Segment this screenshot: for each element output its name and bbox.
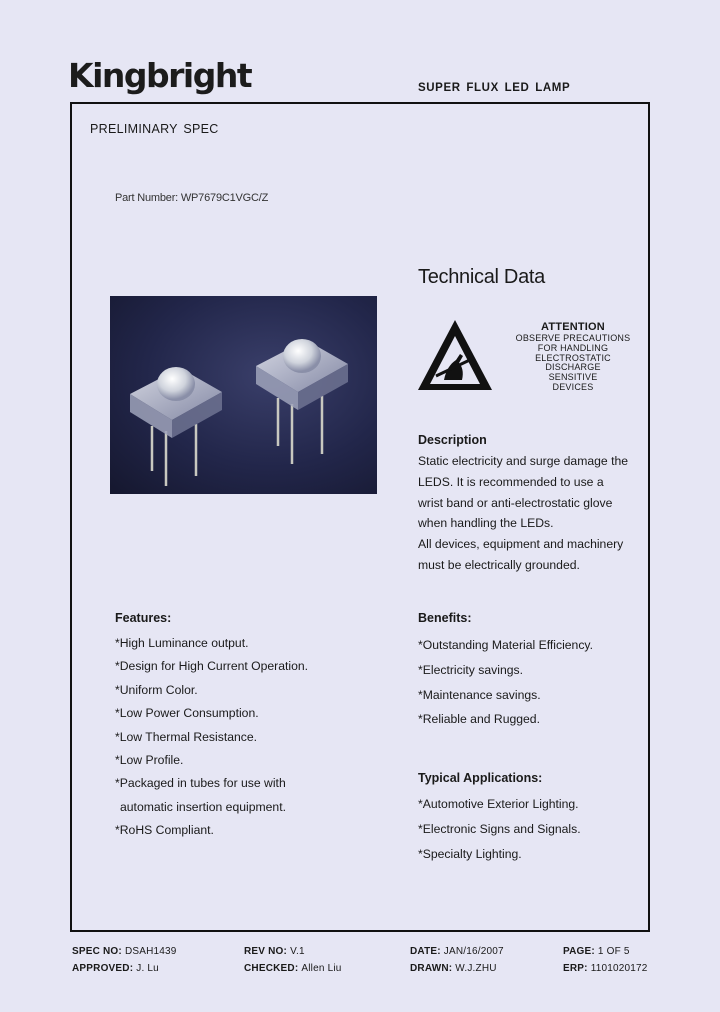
- footer-date: [410, 946, 504, 957]
- attention-line: OBSERVE PRECAUTIONS: [515, 333, 631, 343]
- part-number: Part Number: WP7679C1VGC/Z: [115, 192, 269, 204]
- footer-spec-no: [72, 946, 177, 957]
- description-line: Static electricity and surge damage the: [418, 454, 629, 468]
- description-line: when handling the LEDs.: [418, 516, 554, 531]
- benefit-item: *Reliable and Rugged.: [418, 712, 540, 727]
- benefit-item: *Outstanding Material Efficiency.: [418, 638, 593, 652]
- attention-line: FOR HANDLING: [537, 342, 609, 353]
- led-lamp-image: [110, 296, 377, 494]
- feature-item: *Low Power Consumption.: [115, 706, 259, 721]
- feature-item: *Design for High Current Operation.: [115, 659, 309, 674]
- spec-no-value: DSAH1439: [124, 946, 177, 957]
- attention-title: ATTENTION: [541, 321, 605, 333]
- date-label: DATE:: [410, 946, 441, 957]
- application-item: *Automotive Exterior Lighting.: [418, 797, 579, 811]
- footer-page: [563, 946, 630, 957]
- footer-approved: [72, 963, 159, 974]
- spec-status: PRELIMINARY SPEC: [90, 122, 219, 136]
- description-line: LEDS. It is recommended to use a: [418, 474, 604, 489]
- brand-logo: Kingbright: [68, 56, 252, 95]
- feature-item: *Packaged in tubes for use with: [115, 776, 286, 791]
- feature-item: *Uniform Color.: [115, 682, 198, 697]
- document-title: SUPER FLUX LED LAMP: [418, 82, 571, 94]
- spec-no-label: SPEC NO:: [72, 946, 122, 957]
- rev-no-value: V.1: [290, 946, 305, 957]
- applications-list: [418, 792, 581, 866]
- esd-warning-icon: [416, 318, 494, 392]
- drawn-label: DRAWN:: [410, 963, 453, 974]
- approved-label: APPROVED:: [72, 963, 134, 974]
- feature-item: *RoHS Compliant.: [115, 823, 214, 838]
- feature-item: *Low Thermal Resistance.: [115, 729, 258, 744]
- description-text: [418, 451, 650, 576]
- application-item: *Specialty Lighting.: [418, 846, 522, 861]
- attention-line: SENSITIVE: [548, 372, 598, 383]
- description-title: Description: [418, 433, 487, 447]
- features-list: [115, 632, 308, 843]
- drawn-value: W.J.ZHU: [455, 963, 497, 974]
- erp-value: 1101020172: [590, 963, 648, 974]
- erp-label: ERP:: [563, 963, 588, 974]
- application-item: *Electronic Signs and Signals.: [418, 821, 581, 836]
- feature-item: *High Luminance output.: [115, 636, 249, 650]
- attention-line: ELECTROSTATIC: [535, 352, 611, 363]
- approved-value: J. Lu: [136, 963, 159, 974]
- footer-erp: [563, 963, 648, 974]
- page-label: PAGE:: [563, 946, 595, 957]
- attention-notice: [500, 321, 646, 393]
- benefits-list: [418, 633, 593, 732]
- feature-item: automatic insertion equipment.: [120, 799, 286, 814]
- description-line: All devices, equipment and machinery: [418, 537, 624, 552]
- page-value: 1 OF 5: [597, 946, 630, 957]
- footer-rev-no: [244, 946, 305, 957]
- checked-value: Allen Liu: [301, 963, 342, 974]
- footer-drawn: [410, 963, 497, 974]
- features-title: Features:: [115, 611, 172, 625]
- benefit-item: *Maintenance savings.: [418, 687, 541, 702]
- feature-item: *Low Profile.: [115, 753, 184, 768]
- footer-checked: [244, 963, 342, 974]
- benefit-item: *Electricity savings.: [418, 662, 523, 677]
- checked-label: CHECKED:: [244, 963, 299, 974]
- benefits-title: Benefits:: [418, 611, 472, 625]
- rev-no-label: REV NO:: [244, 946, 288, 957]
- applications-title: Typical Applications:: [418, 771, 543, 785]
- date-value: JAN/16/2007: [443, 946, 504, 957]
- description-line: must be electrically grounded.: [418, 557, 580, 572]
- technical-data-heading: Technical Data: [418, 266, 545, 288]
- attention-line: DISCHARGE: [545, 362, 601, 373]
- description-line: wrist band or anti-electrostatic glove: [418, 495, 613, 510]
- attention-line: DEVICES: [552, 381, 594, 392]
- product-photo: [110, 296, 377, 494]
